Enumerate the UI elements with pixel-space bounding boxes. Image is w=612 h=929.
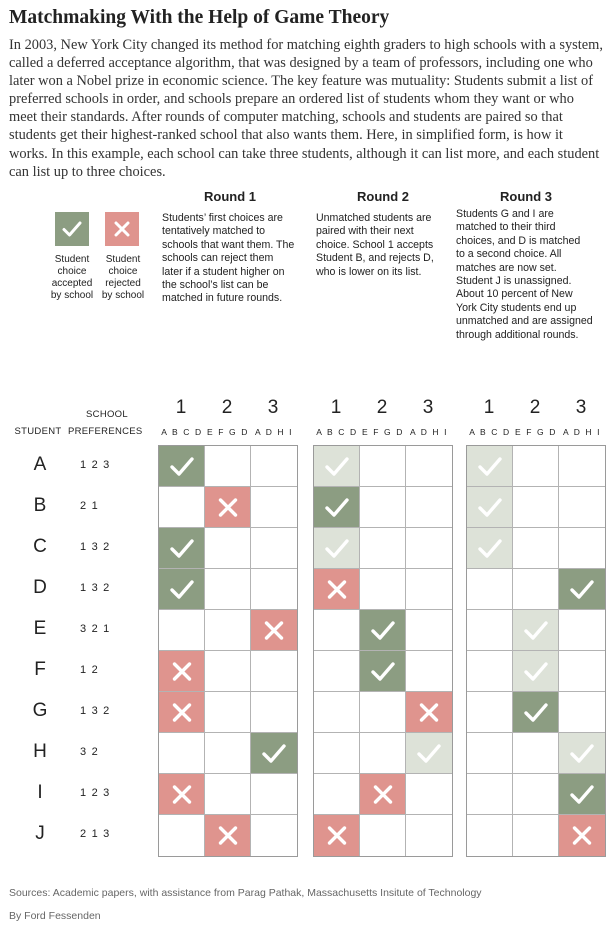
round-3-school-1-preferences: A B C D bbox=[469, 427, 511, 437]
round-2-cell-j-school-3 bbox=[406, 815, 452, 856]
round-1-cell-f-school-3 bbox=[251, 651, 297, 692]
round-3-cell-c-school-1 bbox=[467, 528, 513, 569]
round-3-cell-i-school-2 bbox=[513, 774, 559, 815]
round-2-cell-g-school-2 bbox=[360, 692, 406, 733]
round-2-cell-e-school-1 bbox=[314, 610, 360, 651]
checkmark-icon bbox=[159, 528, 205, 569]
school-preferences-header-line1: SCHOOL bbox=[86, 409, 128, 420]
round-2-cell-h-school-2 bbox=[360, 733, 406, 774]
round-2-school-3-preferences: A D H I bbox=[409, 427, 449, 437]
round-2-cell-i-school-3 bbox=[406, 774, 452, 815]
round-1-cell-i-school-2 bbox=[205, 774, 251, 815]
checkmark-icon bbox=[513, 692, 559, 733]
round-3-school-2-preferences: E F G D bbox=[515, 427, 557, 437]
round-2-cell-f-school-3 bbox=[406, 651, 452, 692]
sources-note: Sources: Academic papers, with assistance from Parag Pathak, Massachusetts Insitute of Technology bbox=[9, 887, 482, 899]
checkmark-icon bbox=[360, 651, 406, 692]
x-icon bbox=[159, 774, 205, 815]
student-i-label: I bbox=[37, 782, 43, 803]
round-3-cell-d-school-3 bbox=[559, 569, 605, 610]
round-3-cell-g-school-1 bbox=[467, 692, 513, 733]
x-icon bbox=[205, 815, 251, 856]
round-1-school-3-number: 3 bbox=[267, 397, 279, 418]
round-2-school-1-preferences: A B C D bbox=[316, 427, 358, 437]
x-icon bbox=[251, 610, 297, 651]
round-1-cell-i-school-1 bbox=[159, 774, 205, 815]
checkmark-icon bbox=[314, 487, 360, 528]
round-1-cell-a-school-2 bbox=[205, 446, 251, 487]
student-b-label: B bbox=[33, 495, 47, 516]
round-1-title: Round 1 bbox=[204, 189, 256, 204]
student-i-preferences: 1 2 3 bbox=[80, 787, 111, 799]
round-2-cell-d-school-3 bbox=[406, 569, 452, 610]
round-1-cell-c-school-2 bbox=[205, 528, 251, 569]
round-2-cell-g-school-1 bbox=[314, 692, 360, 733]
student-f-preferences: 1 2 bbox=[80, 664, 99, 676]
x-icon bbox=[406, 692, 452, 733]
round-1-cell-c-school-1 bbox=[159, 528, 205, 569]
round-1-cell-h-school-2 bbox=[205, 733, 251, 774]
round-1-school-1-number: 1 bbox=[175, 397, 187, 418]
round-3-cell-e-school-3 bbox=[559, 610, 605, 651]
round-3-cell-f-school-3 bbox=[559, 651, 605, 692]
round-3-cell-j-school-3 bbox=[559, 815, 605, 856]
round-2-cell-h-school-3 bbox=[406, 733, 452, 774]
round-2-cell-d-school-2 bbox=[360, 569, 406, 610]
intro-paragraph: In 2003, New York City changed its method for matching eighth graders to high schools with a system, called a deferred acceptance algorithm, that was designed by a team of professors, including one who later won a Nobel prize in economic science. The key feature was mutuality: Students submit a list of preferred schools in order, and schools prepare an ordered list of students whom they want or who meet their standards. After rounds of computer matching, schools and students are paired so that students get their highest-ranked school that also wants them. Here, in simplified form, is how it works. In this example, each school can take three students, although it can list more, and each student can list up to three choices. bbox=[9, 37, 603, 180]
round-2-cell-b-school-1 bbox=[314, 487, 360, 528]
round-3-cell-c-school-3 bbox=[559, 528, 605, 569]
checkmark-icon bbox=[559, 569, 605, 610]
round-3-school-1-number: 1 bbox=[483, 397, 495, 418]
checkmark-icon bbox=[467, 528, 513, 569]
round-1-cell-h-school-1 bbox=[159, 733, 205, 774]
round-3-cell-h-school-2 bbox=[513, 733, 559, 774]
student-f-label: F bbox=[34, 659, 46, 680]
round-1-cell-d-school-3 bbox=[251, 569, 297, 610]
round-3-cell-g-school-2 bbox=[513, 692, 559, 733]
round-1-description: Students’ first choices are tentatively matched to schools that want them. The schools can reject them later if a student higher on the school’s list can be matched in future rounds. bbox=[162, 212, 295, 305]
round-1-school-1-preferences: A B C D bbox=[161, 427, 203, 437]
student-d-label: D bbox=[33, 577, 47, 598]
student-c-label: C bbox=[33, 536, 47, 557]
round-3-school-3-preferences: A D H I bbox=[562, 427, 602, 437]
round-2-school-3-number: 3 bbox=[422, 397, 434, 418]
round-2-cell-j-school-1 bbox=[314, 815, 360, 856]
round-1-school-2-preferences: E F G D bbox=[207, 427, 249, 437]
round-3-cell-a-school-1 bbox=[467, 446, 513, 487]
round-1-grid bbox=[158, 445, 298, 857]
round-3-cell-e-school-1 bbox=[467, 610, 513, 651]
round-2-cell-i-school-1 bbox=[314, 774, 360, 815]
round-3-cell-f-school-1 bbox=[467, 651, 513, 692]
round-1-cell-j-school-3 bbox=[251, 815, 297, 856]
legend-accepted-swatch bbox=[55, 212, 89, 246]
student-a-label: A bbox=[33, 454, 47, 475]
page-title: Matchmaking With the Help of Game Theory bbox=[9, 7, 390, 28]
round-3-cell-d-school-2 bbox=[513, 569, 559, 610]
round-2-cell-e-school-3 bbox=[406, 610, 452, 651]
round-3-cell-j-school-1 bbox=[467, 815, 513, 856]
round-2-cell-b-school-3 bbox=[406, 487, 452, 528]
student-h-label: H bbox=[33, 741, 47, 762]
round-2-cell-d-school-1 bbox=[314, 569, 360, 610]
legend-rejected-swatch bbox=[105, 212, 139, 246]
student-e-preferences: 3 2 1 bbox=[80, 623, 111, 635]
round-2-school-2-number: 2 bbox=[376, 397, 388, 418]
student-h-preferences: 3 2 bbox=[80, 746, 99, 758]
checkmark-icon bbox=[314, 528, 360, 569]
x-icon bbox=[159, 651, 205, 692]
checkmark-icon bbox=[559, 733, 605, 774]
round-3-description: Students G and I are matched to their third choices, and D is matched to a second choice. All matches are now set. Student J is unassigned. About 10 percent of New York City students end up unmatched and are assigned through additional rounds. bbox=[456, 208, 593, 341]
round-2-cell-f-school-2 bbox=[360, 651, 406, 692]
checkmark-icon bbox=[360, 610, 406, 651]
checkmark-icon bbox=[513, 651, 559, 692]
checkmark-icon bbox=[314, 446, 360, 487]
round-1-cell-b-school-1 bbox=[159, 487, 205, 528]
round-2-description: Unmatched students are paired with their next choice. School 1 accepts Student B, and rejects D, who is lower on its list. bbox=[316, 212, 434, 278]
round-1-cell-b-school-2 bbox=[205, 487, 251, 528]
round-2-cell-f-school-1 bbox=[314, 651, 360, 692]
checkmark-icon bbox=[159, 446, 205, 487]
round-1-cell-g-school-3 bbox=[251, 692, 297, 733]
round-3-cell-c-school-2 bbox=[513, 528, 559, 569]
round-2-title: Round 2 bbox=[357, 189, 409, 204]
round-3-grid bbox=[466, 445, 606, 857]
round-1-cell-h-school-3 bbox=[251, 733, 297, 774]
checkmark-icon bbox=[159, 569, 205, 610]
round-3-title: Round 3 bbox=[500, 189, 552, 204]
round-2-cell-c-school-2 bbox=[360, 528, 406, 569]
round-2-cell-j-school-2 bbox=[360, 815, 406, 856]
student-e-label: E bbox=[33, 618, 47, 639]
student-g-preferences: 1 3 2 bbox=[80, 705, 111, 717]
round-2-cell-h-school-1 bbox=[314, 733, 360, 774]
round-3-cell-f-school-2 bbox=[513, 651, 559, 692]
round-2-cell-b-school-2 bbox=[360, 487, 406, 528]
round-2-cell-g-school-3 bbox=[406, 692, 452, 733]
round-2-cell-a-school-2 bbox=[360, 446, 406, 487]
round-1-cell-j-school-1 bbox=[159, 815, 205, 856]
round-2-cell-c-school-3 bbox=[406, 528, 452, 569]
round-3-cell-a-school-2 bbox=[513, 446, 559, 487]
round-3-cell-e-school-2 bbox=[513, 610, 559, 651]
round-3-cell-h-school-3 bbox=[559, 733, 605, 774]
round-1-school-2-number: 2 bbox=[221, 397, 233, 418]
round-3-cell-i-school-1 bbox=[467, 774, 513, 815]
x-icon bbox=[559, 815, 605, 856]
checkmark-icon bbox=[467, 487, 513, 528]
round-2-cell-c-school-1 bbox=[314, 528, 360, 569]
student-a-preferences: 1 2 3 bbox=[80, 459, 111, 471]
round-1-cell-g-school-1 bbox=[159, 692, 205, 733]
round-3-school-2-number: 2 bbox=[529, 397, 541, 418]
round-2-grid bbox=[313, 445, 453, 857]
student-g-label: G bbox=[32, 700, 48, 721]
round-1-cell-e-school-1 bbox=[159, 610, 205, 651]
student-d-preferences: 1 3 2 bbox=[80, 582, 111, 594]
x-icon bbox=[314, 569, 360, 610]
round-1-cell-d-school-1 bbox=[159, 569, 205, 610]
round-3-cell-g-school-3 bbox=[559, 692, 605, 733]
round-1-cell-i-school-3 bbox=[251, 774, 297, 815]
round-1-cell-f-school-1 bbox=[159, 651, 205, 692]
round-2-school-2-preferences: E F G D bbox=[362, 427, 404, 437]
round-3-cell-i-school-3 bbox=[559, 774, 605, 815]
round-1-cell-c-school-3 bbox=[251, 528, 297, 569]
round-1-cell-g-school-2 bbox=[205, 692, 251, 733]
legend-accepted-label: Student choice accepted by school bbox=[50, 254, 94, 301]
x-icon bbox=[159, 692, 205, 733]
checkmark-icon bbox=[467, 446, 513, 487]
x-icon bbox=[205, 487, 251, 528]
round-1-cell-f-school-2 bbox=[205, 651, 251, 692]
round-2-cell-a-school-1 bbox=[314, 446, 360, 487]
x-icon bbox=[105, 212, 139, 246]
round-2-cell-i-school-2 bbox=[360, 774, 406, 815]
school-preferences-header-line2: PREFERENCES bbox=[68, 426, 143, 437]
round-1-cell-e-school-3 bbox=[251, 610, 297, 651]
student-j-preferences: 2 1 3 bbox=[80, 828, 111, 840]
round-1-cell-j-school-2 bbox=[205, 815, 251, 856]
round-3-cell-b-school-3 bbox=[559, 487, 605, 528]
round-1-cell-a-school-3 bbox=[251, 446, 297, 487]
byline: By Ford Fessenden bbox=[9, 910, 101, 922]
round-3-cell-a-school-3 bbox=[559, 446, 605, 487]
round-2-school-1-number: 1 bbox=[330, 397, 342, 418]
round-2-cell-e-school-2 bbox=[360, 610, 406, 651]
round-1-cell-e-school-2 bbox=[205, 610, 251, 651]
student-column-header: STUDENT bbox=[14, 426, 62, 437]
student-b-preferences: 2 1 bbox=[80, 500, 99, 512]
round-1-cell-d-school-2 bbox=[205, 569, 251, 610]
student-j-label: J bbox=[35, 823, 45, 844]
checkmark-icon bbox=[55, 212, 89, 246]
round-3-cell-h-school-1 bbox=[467, 733, 513, 774]
round-3-cell-d-school-1 bbox=[467, 569, 513, 610]
round-3-cell-b-school-2 bbox=[513, 487, 559, 528]
round-1-cell-a-school-1 bbox=[159, 446, 205, 487]
legend-rejected-label: Student choice rejected by school bbox=[101, 254, 145, 301]
checkmark-icon bbox=[406, 733, 452, 774]
checkmark-icon bbox=[513, 610, 559, 651]
round-3-school-3-number: 3 bbox=[575, 397, 587, 418]
student-c-preferences: 1 3 2 bbox=[80, 541, 111, 553]
checkmark-icon bbox=[251, 733, 297, 774]
x-icon bbox=[360, 774, 406, 815]
round-1-school-3-preferences: A D H I bbox=[254, 427, 294, 437]
checkmark-icon bbox=[559, 774, 605, 815]
round-3-cell-j-school-2 bbox=[513, 815, 559, 856]
round-3-cell-b-school-1 bbox=[467, 487, 513, 528]
round-2-cell-a-school-3 bbox=[406, 446, 452, 487]
round-1-cell-b-school-3 bbox=[251, 487, 297, 528]
x-icon bbox=[314, 815, 360, 856]
